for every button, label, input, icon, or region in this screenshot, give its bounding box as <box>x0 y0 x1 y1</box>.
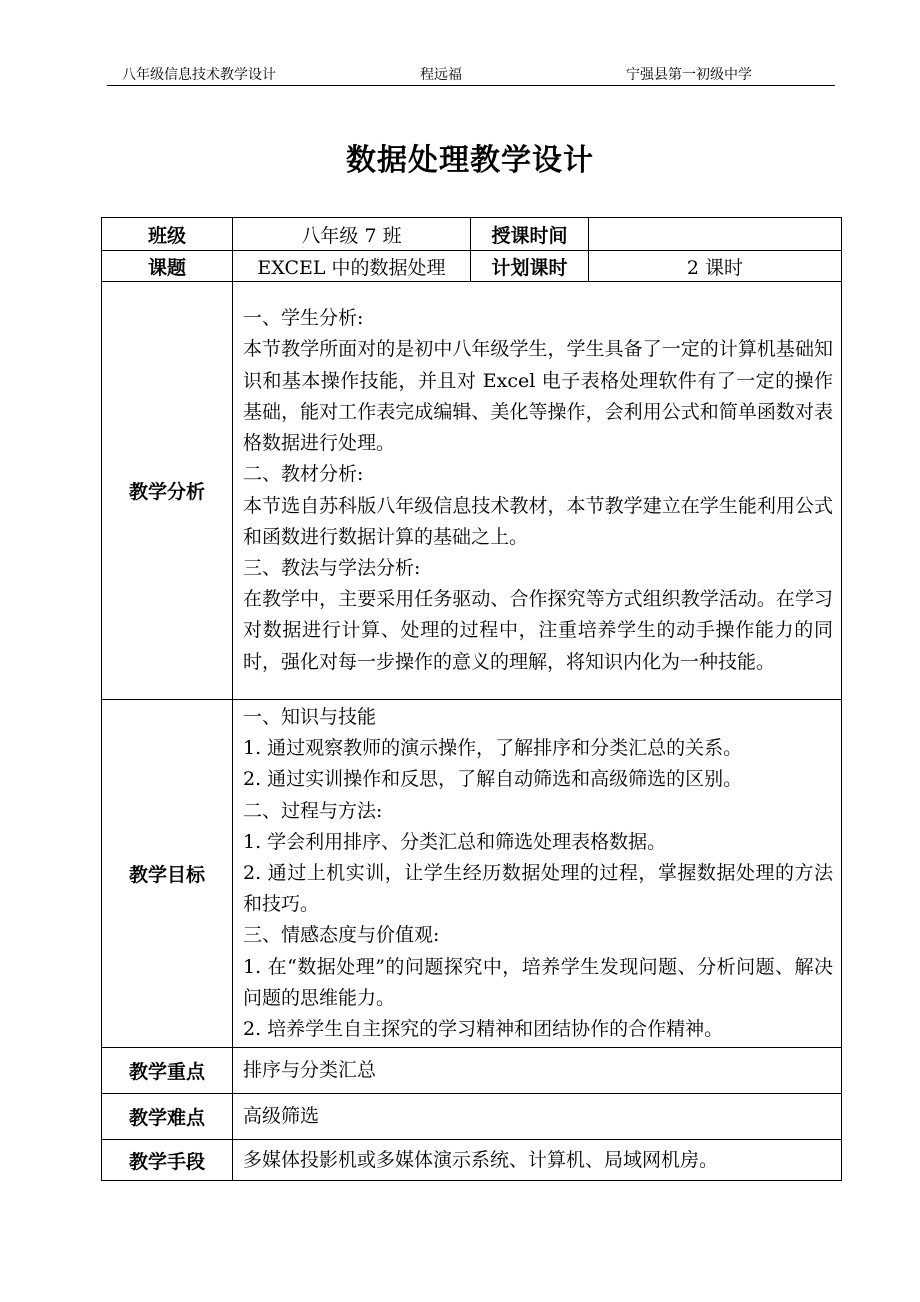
analysis-line: 三、教法与学法分析: <box>243 556 421 579</box>
time-label: 授课时间 <box>471 218 589 251</box>
analysis-line: 本节选自苏科版八年级信息技术教材，本节教学建立在学生能利用公式和函数进行数据计算的基础之上。 <box>243 494 833 548</box>
table-row <box>102 218 842 251</box>
hours-label: 计划课时 <box>471 251 589 282</box>
goals-line: 2. 通过实训操作和反思，了解自动筛选和高级筛选的区别。 <box>243 768 743 791</box>
table-row <box>102 700 842 1048</box>
table-row <box>102 251 842 282</box>
header-left: 八年级信息技术教学设计 <box>122 67 276 83</box>
goals-line: 2. 通过上机实训，让学生经历数据处理的过程，掌握数据处理的方法和技巧。 <box>243 862 833 916</box>
analysis-content <box>233 282 842 700</box>
class-label: 班级 <box>102 218 233 251</box>
hours-value: 2 课时 <box>589 251 842 282</box>
table-row <box>102 1094 842 1140</box>
means-value: 多媒体投影机或多媒体演示系统、计算机、局域网机房。 <box>233 1140 842 1181</box>
analysis-line: 一、学生分析: <box>243 307 364 330</box>
difficulty-value: 高级筛选 <box>233 1094 842 1140</box>
goals-line: 三、情感态度与价值观: <box>243 924 440 947</box>
goals-content <box>233 700 842 1048</box>
page-title: 数据处理教学设计 <box>346 143 594 178</box>
header-right: 宁强县第一初级中学 <box>626 67 752 83</box>
table-row <box>102 1140 842 1181</box>
analysis-line: 本节教学所面对的是初中八年级学生，学生具备了一定的计算机基础知识和基本操作技能，并且对 Excel 电子表格处理软件有了一定的操作基础，能对工作表完成编辑、美化等操作，会利用公式和简单函数对表格数据进行处理。 <box>243 338 833 455</box>
difficulty-label: 教学难点 <box>102 1094 233 1140</box>
key-value: 排序与分类汇总 <box>233 1048 842 1094</box>
goals-line: 2. 培养学生自主探究的学习精神和团结协作的合作精神。 <box>243 1018 724 1041</box>
time-value <box>589 218 842 251</box>
goals-line: 二、过程与方法: <box>243 799 383 822</box>
table-row <box>102 282 842 700</box>
key-label: 教学重点 <box>102 1048 233 1094</box>
analysis-label: 教学分析 <box>102 282 233 700</box>
header-divider <box>107 85 835 86</box>
analysis-line: 在教学中，主要采用任务驱动、合作探究等方式组织教学活动。在学习对数据进行计算、处理的过程中，注重培养学生的动手操作能力的同时，强化对每一步操作的意义的理解，将知识内化为一种技能。 <box>243 588 833 673</box>
lesson-plan-table <box>101 217 842 1181</box>
goals-line: 1. 在“数据处理”的问题探究中，培养学生发现问题、分析问题、解决问题的思维能力。 <box>243 955 833 1009</box>
goals-line: 1. 学会利用排序、分类汇总和筛选处理表格数据。 <box>243 830 667 853</box>
goals-line: 1. 通过观察教师的演示操作，了解排序和分类汇总的关系。 <box>243 737 743 760</box>
topic-value: EXCEL 中的数据处理 <box>233 251 471 282</box>
table-row <box>102 1048 842 1094</box>
goals-label: 教学目标 <box>102 700 233 1048</box>
analysis-line: 二、教材分析: <box>243 463 364 486</box>
goals-line: 一、知识与技能 <box>243 706 377 728</box>
class-value: 八年级 7 班 <box>233 218 471 251</box>
means-label: 教学手段 <box>102 1140 233 1181</box>
header-center: 程远福 <box>420 67 462 83</box>
topic-label: 课题 <box>102 251 233 282</box>
